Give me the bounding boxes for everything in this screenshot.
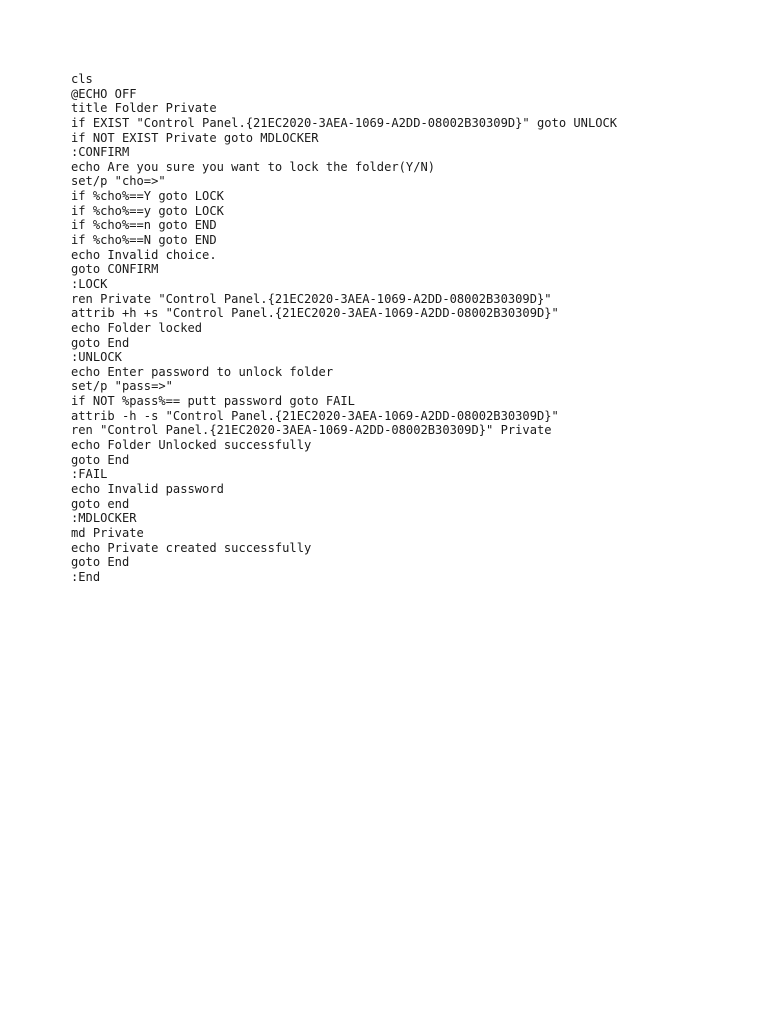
code-line: goto End [71, 555, 130, 570]
code-line: title Folder Private [71, 101, 217, 116]
code-line: :LOCK [71, 276, 108, 291]
code-line: set/p "pass=>" [71, 379, 173, 394]
code-line: goto End [71, 452, 130, 467]
code-line: if %cho%==n goto END [71, 218, 217, 233]
code-line: goto CONFIRM [71, 262, 159, 277]
code-line: if %cho%==y goto LOCK [71, 203, 224, 218]
code-line: if NOT %pass%== putt password goto FAIL [71, 394, 355, 409]
code-line: :CONFIRM [71, 145, 130, 160]
code-line: goto End [71, 335, 130, 350]
code-line: goto end [71, 496, 130, 511]
code-line: :UNLOCK [71, 350, 122, 365]
code-line: md Private [71, 525, 144, 540]
code-line: attrib +h +s "Control Panel.{21EC2020-3AEA-1069-A2DD-08002B30309D}" [71, 306, 559, 321]
code-line: echo Folder locked [71, 320, 203, 335]
code-line: attrib -h -s "Control Panel.{21EC2020-3AEA-1069-A2DD-08002B30309D}" [71, 408, 559, 423]
code-line: if %cho%==N goto END [71, 233, 217, 248]
code-line: :MDLOCKER [71, 511, 137, 526]
code-line: echo Invalid choice. [71, 247, 217, 262]
batch-script-text [71, 72, 617, 584]
code-line: echo Enter password to unlock folder [71, 364, 334, 379]
code-line: echo Invalid password [71, 481, 224, 496]
code-line: ren Private "Control Panel.{21EC2020-3AEA-1069-A2DD-08002B30309D}" [71, 291, 552, 306]
code-line: cls [71, 72, 93, 86]
code-line: :End [71, 569, 101, 584]
code-line: echo Private created successfully [71, 540, 312, 555]
code-line: ren "Control Panel.{21EC2020-3AEA-1069-A2DD-08002B30309D}" Private [71, 423, 552, 438]
code-line: @ECHO OFF [71, 86, 137, 101]
code-line: echo Are you sure you want to lock the folder(Y/N) [71, 159, 436, 174]
code-line: if NOT EXIST Private goto MDLOCKER [71, 130, 319, 145]
code-line: if EXIST "Control Panel.{21EC2020-3AEA-1069-A2DD-08002B30309D}" goto UNLOCK [71, 115, 618, 130]
code-line: if %cho%==Y goto LOCK [71, 189, 224, 204]
code-line: echo Folder Unlocked successfully [71, 438, 312, 453]
code-line: :FAIL [71, 467, 108, 482]
code-line: set/p "cho=>" [71, 174, 166, 189]
